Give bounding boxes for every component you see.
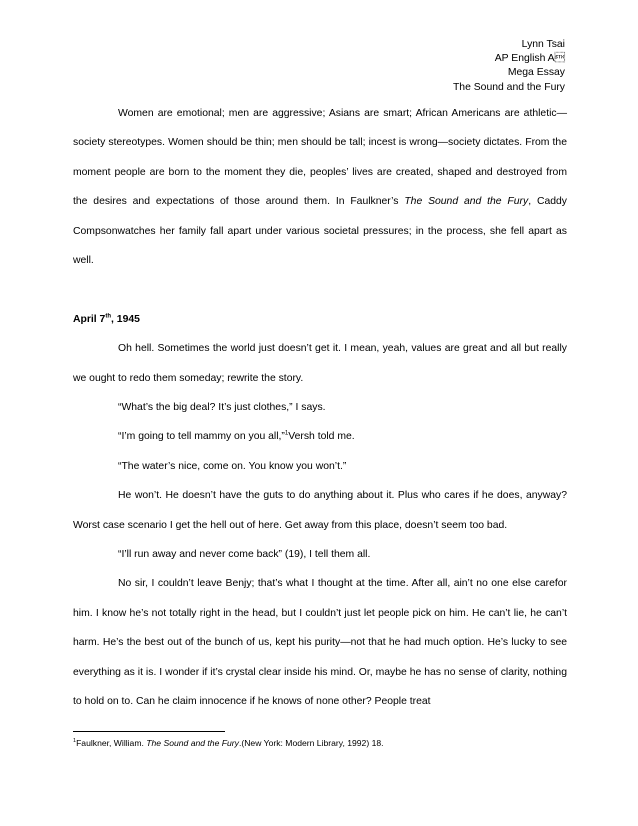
paragraph-line: He won’t. He doesn’t have the guts to do anything about it. Plus who cares if he does, anyway? [118, 490, 567, 502]
footnote [73, 738, 567, 749]
author-name: Lynn Tsai [521, 39, 565, 50]
intro-line: , Caddy [528, 196, 567, 208]
intro-line: well. [73, 255, 94, 267]
dialogue-line [73, 422, 567, 451]
heading-text: , 1945 [111, 313, 140, 325]
paragraph-line: He’s lucky to see everything as it is. I wonder if it’s crystal clear inside his mind. Or, maybe he has no [73, 637, 567, 678]
footnote-number: 1 [73, 738, 77, 745]
essay-body [73, 99, 567, 717]
page-header [453, 38, 565, 95]
footnote-text: Faulkner, William. [76, 738, 147, 748]
paragraph-line: we ought to redo them someday; rewrite the story. [73, 372, 304, 384]
paragraph-line: Oh hell. Sometimes the world just doesn’t get it. I mean, yeah, values are great and all but really [118, 343, 567, 355]
footnote-divider [73, 731, 225, 732]
paragraph-line: No sir, I couldn’t leave Benjy; that’s what I thought at the time. After all, ain’t no one else [118, 578, 532, 590]
intro-line: the moment people are born to the moment they die, peoples’ lives are created, shaped and destroyed [73, 137, 567, 178]
dialogue-line: “The water’s nice, come on. You know you won’t.” [118, 460, 347, 472]
paragraph [73, 334, 567, 393]
intro-line: Women are emotional; men are aggressive; Asians are smart; African Americans are athletic— [118, 108, 567, 119]
paragraph-line: lie, he can’t harm. He’s the best out of the bunch of us, kept his purity—not that he had much option. [73, 607, 568, 649]
dialogue-line: “What’s the big deal? It’s just clothes,” I says. [118, 402, 326, 414]
course-name: AP English A [494, 53, 565, 65]
footnote-text: .(New York: Modern Library, 1992) 18. [238, 738, 384, 748]
intro-line: from the desires and expectations of those around them. In Faulkner’s [73, 166, 567, 208]
assignment-name: Mega Essay [507, 67, 565, 79]
intro-line: society stereotypes. Women should be thin; men should be tall; incest is wrong—society dictates. From [73, 137, 550, 149]
paragraph [73, 569, 567, 716]
intro-paragraph [73, 99, 567, 275]
paragraph-line: sense of clarity, nothing to hold on to. Can he claim innocence if he knows of none other? People treat [73, 666, 567, 708]
paragraph [73, 481, 567, 540]
heading-superscript: th [105, 313, 112, 320]
paragraph-line: carefor him. I know he’s not totally right in the head, but I couldn’t just let people pick on him. He can’t [73, 578, 568, 619]
heading-text: April 7 [73, 313, 106, 325]
dialogue-text: “I’m going to tell mammy on you all,” [118, 431, 285, 443]
paragraph-line: Worst case scenario I get the hell out of here. Get away from this place, doesn’t seem too bad. [73, 519, 508, 531]
dialogue-line: “I’ll run away and never come back” (19), I tell them all. [118, 549, 371, 561]
book-title-italic: The Sound and the Fury [404, 196, 529, 208]
footnote-book-title: The Sound and the Fury [146, 738, 239, 748]
footnote-reference: 1 [284, 430, 289, 437]
intro-line: Compsonwatches her family fall apart under various societal pressures; in the process, she fell apart as [73, 225, 567, 237]
essay-title: The Sound and the Fury [452, 81, 565, 93]
section-heading [73, 305, 567, 334]
dialogue-text: Versh told me. [288, 431, 355, 443]
